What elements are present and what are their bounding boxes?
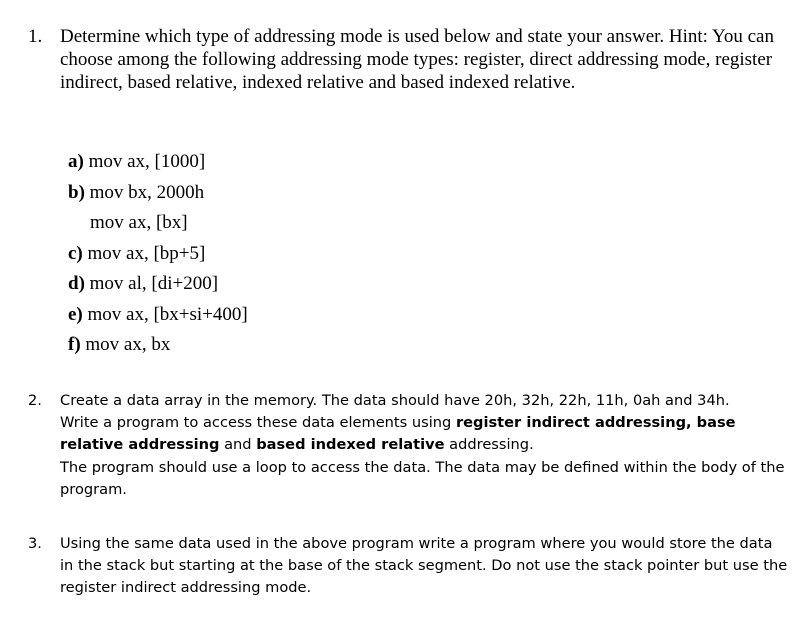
item-c-code: mov ax, [bp+5] — [87, 242, 206, 264]
question-1-text: Determine which type of addressing mode is used below and state your answer. Hint: You can choose among the following addressing mode types: register, direct addressing mode, register indirect, based relative, indexed relative and based indexed relative. — [60, 26, 774, 93]
item-e — [68, 303, 248, 334]
item-c-label: c) — [68, 242, 83, 264]
question-2-line-2-start: Write a program to access these data elements using — [60, 414, 456, 432]
question-2-and: and — [219, 436, 257, 454]
item-a-code: mov ax, [1000] — [88, 151, 206, 172]
item-b-continued — [68, 211, 248, 242]
question-1-items — [68, 150, 248, 364]
question-2-line-2-end: addressing. — [444, 436, 534, 454]
item-f-code: mov ax, bx — [85, 334, 171, 355]
item-d-code: mov al, [di+200] — [89, 273, 219, 294]
question-2 — [28, 390, 788, 501]
item-b — [68, 181, 248, 212]
question-2-number: 2. — [28, 392, 42, 409]
item-c — [68, 242, 248, 273]
question-3 — [28, 533, 788, 600]
item-a — [68, 150, 248, 181]
item-b2-code: mov ax, [bx] — [90, 212, 188, 233]
item-d — [68, 272, 248, 303]
item-f-label: f) — [68, 334, 81, 355]
item-a-label: a) — [68, 151, 84, 172]
item-e-code: mov ax, [bx+si+400] — [87, 303, 248, 325]
item-d-label: d) — [68, 273, 85, 294]
item-f — [68, 333, 248, 364]
question-2-bold-modes: register indirect addressing, base relative addressing — [60, 414, 736, 454]
question-1-number: 1. — [28, 26, 43, 47]
question-3-text: Using the same data used in the above program write a program where you would store the data in the stack but starting at the base of the stack segment. Do not use the stack pointer but use the register indirect addressing mode. — [60, 535, 788, 597]
question-2-line-1: Create a data array in the memory. The data should have 20h, 32h, 22h, 11h, 0ah and 34h. — [60, 392, 730, 409]
question-2-line-3: The program should use a loop to access the data. The data may be defined within the body of the program. — [60, 458, 785, 498]
question-1 — [28, 25, 788, 94]
item-b-code: mov bx, 2000h — [89, 181, 205, 203]
item-e-label: e) — [68, 303, 83, 325]
question-3-number: 3. — [28, 535, 42, 552]
question-2-text — [60, 390, 788, 501]
question-2-bold-indexed: based indexed relative — [256, 436, 445, 454]
question-2-line-2 — [60, 412, 788, 456]
item-b-label: b) — [68, 181, 85, 203]
